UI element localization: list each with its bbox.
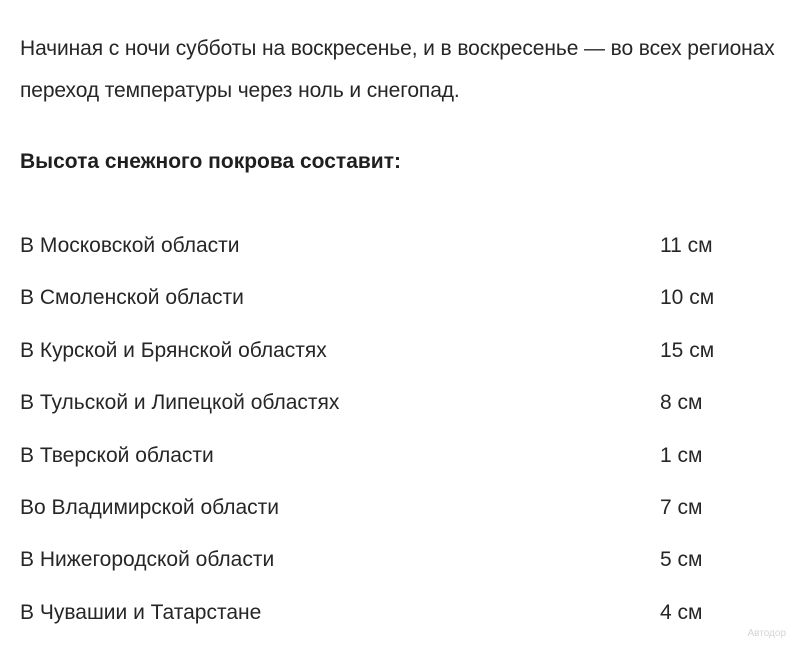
region-name: Во Владимирской области — [20, 495, 280, 519]
region-name: В Московской области — [20, 234, 240, 257]
watermark-logo: Автодор — [747, 628, 786, 639]
intro-paragraph: Начиная с ночи субботы на воскресенье, и в воскресенье — во всех регионах переход температуры через ноль и снегопад. — [20, 37, 775, 102]
snow-depth-value: 11 см — [660, 234, 713, 257]
region-name: В Тверской области — [20, 443, 214, 467]
region-name: В Чувашии и Татарстане — [20, 600, 262, 624]
region-name: В Нижегородской области — [20, 548, 275, 572]
snow-depth-value: 4 см — [660, 600, 703, 624]
list-item — [20, 272, 760, 324]
snow-depth-value: 15 см — [660, 338, 715, 362]
snow-depth-value: 1 см — [660, 443, 703, 467]
snow-depth-heading: Высота снежного покрова составит: — [20, 150, 401, 173]
snow-depth-value: 5 см — [660, 548, 703, 572]
list-item — [20, 534, 760, 586]
snow-depth-value: 10 см — [660, 286, 715, 310]
region-name: В Курской и Брянской областях — [20, 338, 327, 362]
list-item — [20, 587, 760, 639]
list-item — [20, 377, 760, 429]
region-name: В Смоленской области — [20, 286, 244, 310]
list-item — [20, 325, 760, 377]
snow-depth-list — [20, 220, 760, 639]
list-item — [20, 220, 760, 272]
list-item — [20, 430, 760, 482]
snow-depth-value: 7 см — [660, 495, 703, 519]
snow-depth-value: 8 см — [660, 391, 703, 415]
region-name: В Тульской и Липецкой областях — [20, 391, 340, 415]
list-item — [20, 482, 760, 534]
